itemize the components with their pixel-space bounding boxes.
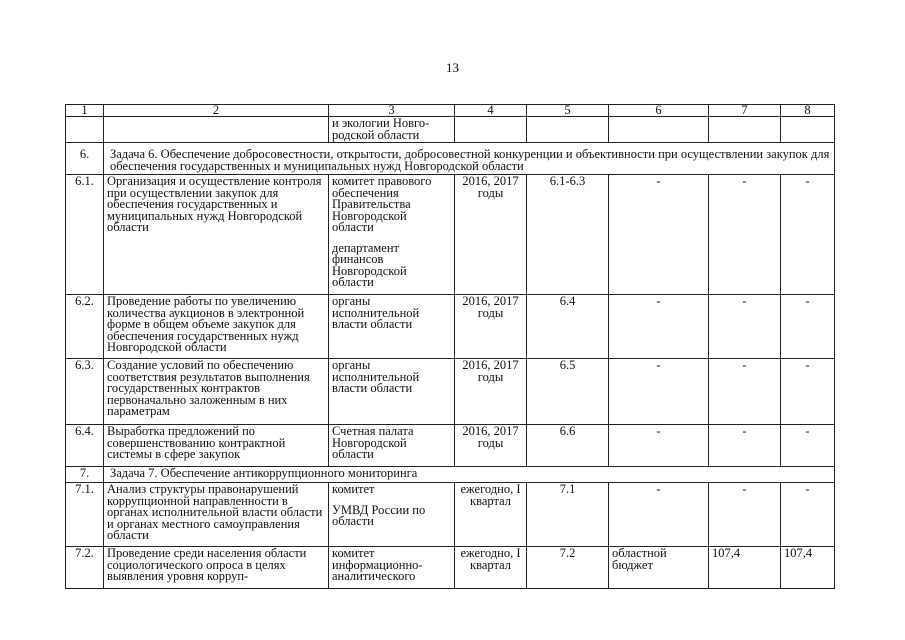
indicator-cell: 6.1-6.3	[527, 175, 609, 295]
amount-2017-cell: -	[781, 175, 835, 295]
amount-2016-cell: -	[709, 175, 781, 295]
amount-2017-cell: -	[781, 295, 835, 359]
action-cell: Организация и осуществление контроля при осуществлении закупок для обеспечения государственных и муниципальных нужд Новгородской области	[104, 175, 329, 295]
amount-2016-cell: -	[709, 483, 781, 547]
table-row	[66, 117, 835, 143]
executor-name: комитет правового обеспечения Правительства Новгородской области	[332, 174, 432, 234]
executor-cell: органы исполнительной власти области	[329, 359, 455, 425]
row-number: 6.2.	[66, 295, 104, 359]
row-number: 6.4.	[66, 425, 104, 467]
column-number: 3	[329, 105, 455, 117]
executor-name: департамент финансов Новгородской области	[332, 240, 407, 289]
action-cell: Выработка предложений по совершенствованию контрактной системы в сфере закупок	[104, 425, 329, 467]
term-cell: ежегодно, I квартал	[455, 547, 527, 589]
row-number: 6.1.	[66, 175, 104, 295]
table-row	[66, 359, 835, 425]
term-cell: 2016, 2017 годы	[455, 359, 527, 425]
source-cell: -	[609, 175, 709, 295]
table-row	[66, 175, 835, 295]
amount-2017-cell: 107,4	[781, 547, 835, 589]
amount-2016-cell: -	[709, 425, 781, 467]
row-number: 7.2.	[66, 547, 104, 589]
table-row	[66, 547, 835, 589]
column-number-row	[66, 105, 835, 117]
task-row	[66, 143, 835, 175]
source-cell: -	[609, 359, 709, 425]
column-number: 2	[104, 105, 329, 117]
column-number: 5	[527, 105, 609, 117]
term-cell: 2016, 2017 годы	[455, 295, 527, 359]
amount-2017-cell: -	[781, 483, 835, 547]
amount-2016-cell: -	[709, 359, 781, 425]
indicator-cell: 7.1	[527, 483, 609, 547]
column-number: 7	[709, 105, 781, 117]
executor-cell: и экологии Новго-родской области	[329, 117, 455, 143]
indicator-cell: 6.4	[527, 295, 609, 359]
term-cell: 2016, 2017 годы	[455, 175, 527, 295]
task-heading: Задача 6. Обеспечение добросовестности, открытости, добросовестной конкуренции и объективности при осуществлении закупок для обеспечения государственных и муниципальных нужд Новгородской области	[104, 143, 835, 175]
row-number: 6.3.	[66, 359, 104, 425]
table-row	[66, 425, 835, 467]
action-cell: Проведение работы по увеличению количества аукционов в электронной форме в общем объеме закупок для обеспечения государственных нужд Новгородской области	[104, 295, 329, 359]
indicator-cell: 6.5	[527, 359, 609, 425]
executor-cell: комитет информационно-аналитического	[329, 547, 455, 589]
executor-cell	[329, 175, 455, 295]
column-number: 6	[609, 105, 709, 117]
executor-name: УМВД России по области	[332, 502, 426, 528]
action-cell: Проведение среди населения области социологического опроса в целях выявления уровня корруп-	[104, 547, 329, 589]
row-number: 7.1.	[66, 483, 104, 547]
amount-2017-cell: -	[781, 425, 835, 467]
column-number: 4	[455, 105, 527, 117]
measures-table	[65, 104, 835, 589]
column-number: 1	[66, 105, 104, 117]
row-number: 7.	[66, 467, 104, 483]
executor-cell	[329, 483, 455, 547]
term-cell: 2016, 2017 годы	[455, 425, 527, 467]
page-number: 13	[446, 60, 459, 75]
table-row	[66, 483, 835, 547]
source-cell: -	[609, 425, 709, 467]
term-cell: ежегодно, I квартал	[455, 483, 527, 547]
amount-2017-cell: -	[781, 359, 835, 425]
source-cell: -	[609, 295, 709, 359]
executor-name: комитет	[332, 482, 375, 496]
action-cell: Анализ структуры правонарушений коррупционной направленности в органах исполнительной власти области и органах местного самоуправления области	[104, 483, 329, 547]
action-cell: Создание условий по обеспечению соответствия результатов выполнения государственных контрактов первоначально заложенным в них параметрам	[104, 359, 329, 425]
amount-2016-cell: -	[709, 295, 781, 359]
table-row	[66, 295, 835, 359]
executor-cell: органы исполнительной власти области	[329, 295, 455, 359]
task-row	[66, 467, 835, 483]
indicator-cell: 7.2	[527, 547, 609, 589]
source-cell: -	[609, 483, 709, 547]
column-number: 8	[781, 105, 835, 117]
task-heading: Задача 7. Обеспечение антикоррупционного мониторинга	[104, 467, 835, 483]
row-number: 6.	[66, 143, 104, 175]
amount-2016-cell: 107,4	[709, 547, 781, 589]
source-cell: областной бюджет	[609, 547, 709, 589]
indicator-cell: 6.6	[527, 425, 609, 467]
executor-cell: Счетная палата Новгородской области	[329, 425, 455, 467]
